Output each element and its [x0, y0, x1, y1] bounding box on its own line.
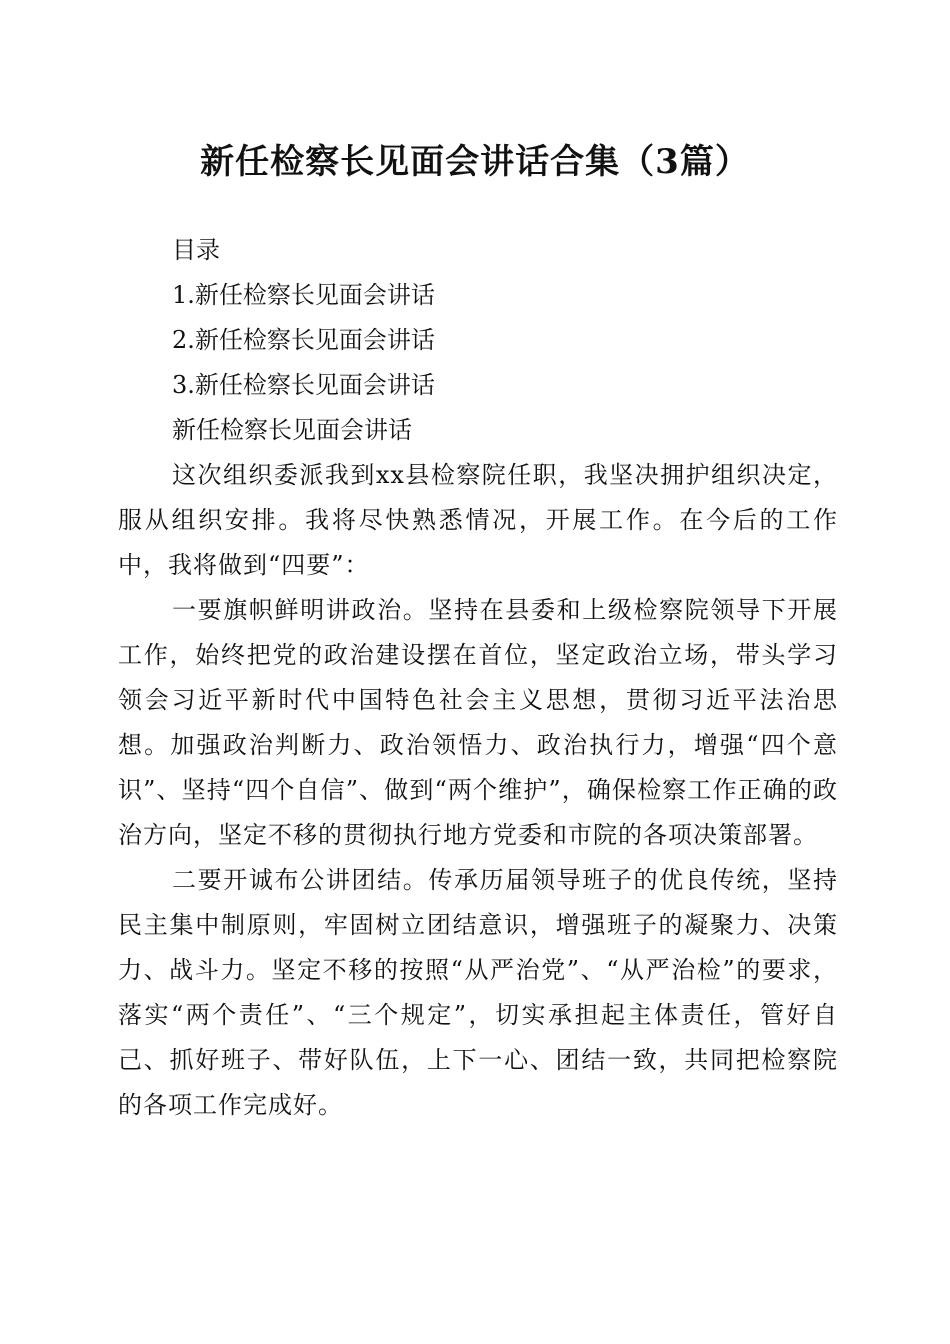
section-heading: 新任检察长见面会讲话 [172, 416, 412, 444]
document-title: 新任检察长见面会讲话合集（3篇） [200, 142, 750, 182]
body-paragraph: 这次组织委派我到xx县检察院任职，我坚决拥护组织决定，服从组织安排。我将尽快熟悉情况，开展工作。在今后的工作中，我将做到“四要”： [118, 461, 838, 579]
document-body [118, 228, 838, 1128]
toc-heading: 目录 [172, 236, 220, 264]
toc-item: 3.新任检察长见面会讲话 [172, 371, 435, 399]
toc-item: 2.新任检察长见面会讲话 [172, 326, 435, 354]
body-paragraph: 二要开诚布公讲团结。传承历届领导班子的优良传统，坚持民主集中制原则，牢固树立团结意识，增强班子的凝聚力、决策力、战斗力。坚定不移的按照“从严治党”、“从严治检”的要求，落实“两个责任”、“三个规定”，切实承担起主体责任，管好自己、抓好班子、带好队伍，上下一心、团结一致，共同把检察院的各项工作完成好。 [118, 866, 838, 1119]
toc-item: 1.新任检察长见面会讲话 [172, 281, 435, 309]
body-paragraph: 一要旗帜鲜明讲政治。坚持在县委和上级检察院领导下开展工作，始终把党的政治建设摆在首位，坚定政治立场，带头学习领会习近平新时代中国特色社会主义思想，贯彻习近平法治思想。加强政治判断力、政治领悟力、政治执行力，增强“四个意识”、坚持“四个自信”、做到“两个维护”，确保检察工作正确的政治方向，坚定不移的贯彻执行地方党委和市院的各项决策部署。 [118, 596, 838, 849]
